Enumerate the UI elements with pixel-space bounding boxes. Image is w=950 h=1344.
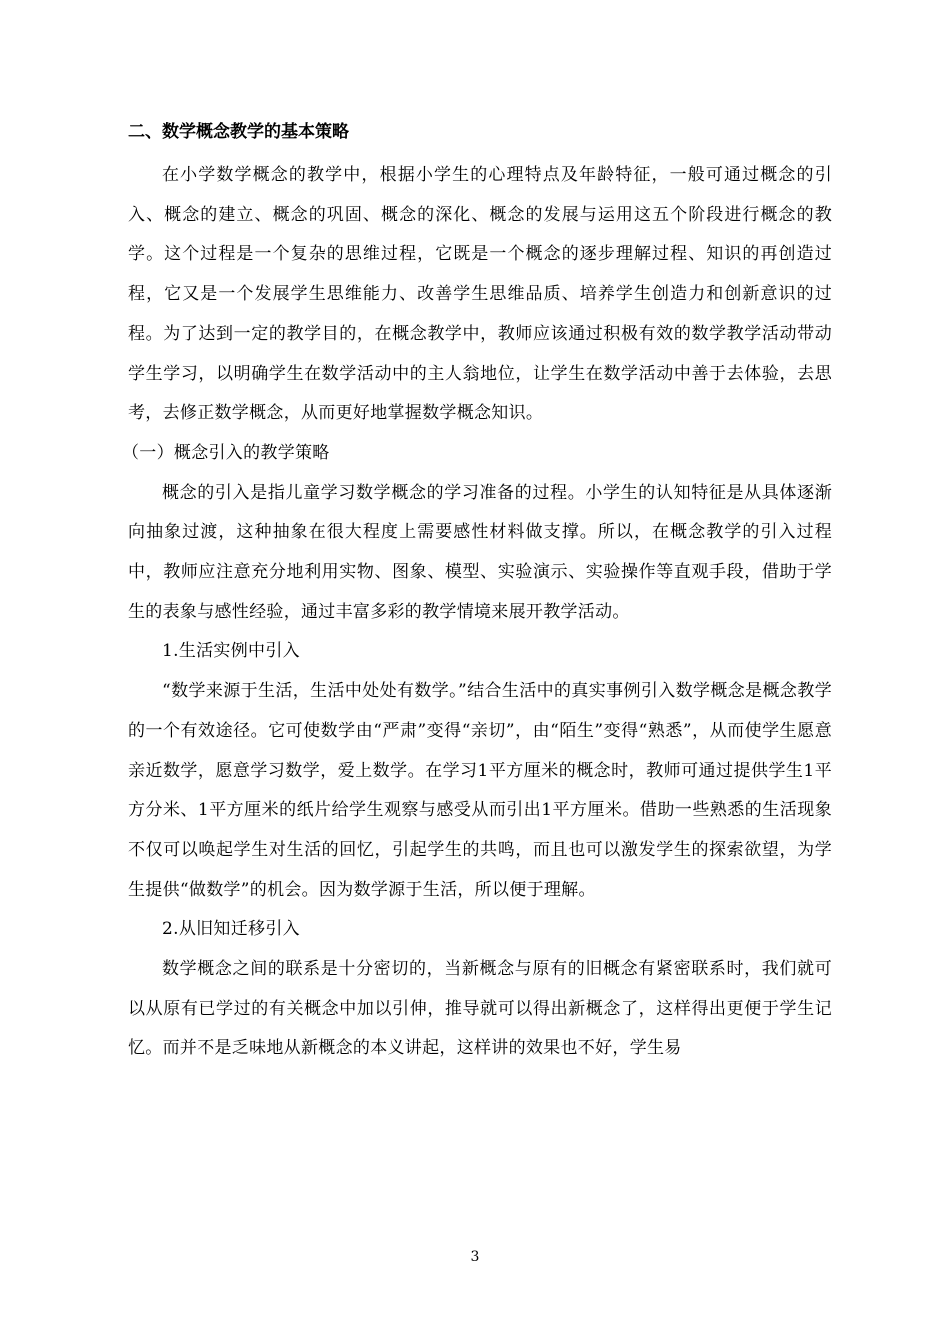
subheading-concept-introduction: （一）概念引入的教学策略 (122, 442, 330, 463)
item-knowledge-transfer: 2.从旧知迁移引入 (162, 919, 300, 940)
paragraph-intro: 在小学数学概念的教学中，根据小学生的心理特点及年龄特征，一般可通过概念的引入、概念的建立、概念的巩固、概念的深化、概念的发展与运用这五个阶段进行概念的教学。这个过程是一个复杂的思维过程，它既是一个概念的逐步理解过程、知识的再创造过程，它又是一个发展学生思维能力、改善学生思维品质、培养学生创造力和创新意识的过程。为了达到一定的教学目的，在概念教学中，教师应该通过积极有效的数学教学活动带动学生学习，以明确学生在数学活动中的主人翁地位，让学生在数学活动中善于去体验，去思考，去修正数学概念，从而更好地掌握数学概念知识。 (128, 165, 832, 424)
paragraph-life-examples: “数学来源于生活，生活中处处有数学。”结合生活中的真实事例引入数学概念是概念教学的一个有效途径。它可使数学由“严肃”变得“亲切”，由“陌生”变得“熟悉”，从而使学生愿意亲近数学，愿意学习数学，爱上数学。在学习1平方厘米的概念时，教师可通过提供学生1平方分米、1平方厘米的纸片给学生观察与感受从而引出1平方厘米。借助一些熟悉的生活现象不仅可以唤起学生对生活的回忆，引起学生的共鸣，而且也可以激发学生的探索欲望，为学生提供“做数学”的机会。因为数学源于生活，所以便于理解。 (128, 681, 832, 900)
document-body (122, 120, 832, 1069)
page-number: 3 (470, 1249, 480, 1265)
paragraph-knowledge-transfer: 数学概念之间的联系是十分密切的，当新概念与原有的旧概念有紧密联系时，我们就可以从原有已学过的有关概念中加以引伸，推导就可以得出新概念了，这样得出更便于学生记忆。而并不是乏味地从新概念的本义讲起，这样讲的效果也不好，学生易 (128, 959, 832, 1059)
section-heading: 二、数学概念教学的基本策略 (128, 122, 349, 142)
paragraph-concept-introduction: 概念的引入是指儿童学习数学概念的学习准备的过程。小学生的认知特征是从具体逐渐向抽象过渡，这种抽象在很大程度上需要感性材料做支撑。所以，在概念教学的引入过程中，教师应注意充分地利用实物、图象、模型、实验演示、实验操作等直观手段，借助于学生的表象与感性经验，通过丰富多彩的教学情境来展开教学活动。 (128, 482, 832, 622)
item-life-examples: 1.生活实例中引入 (162, 641, 300, 662)
